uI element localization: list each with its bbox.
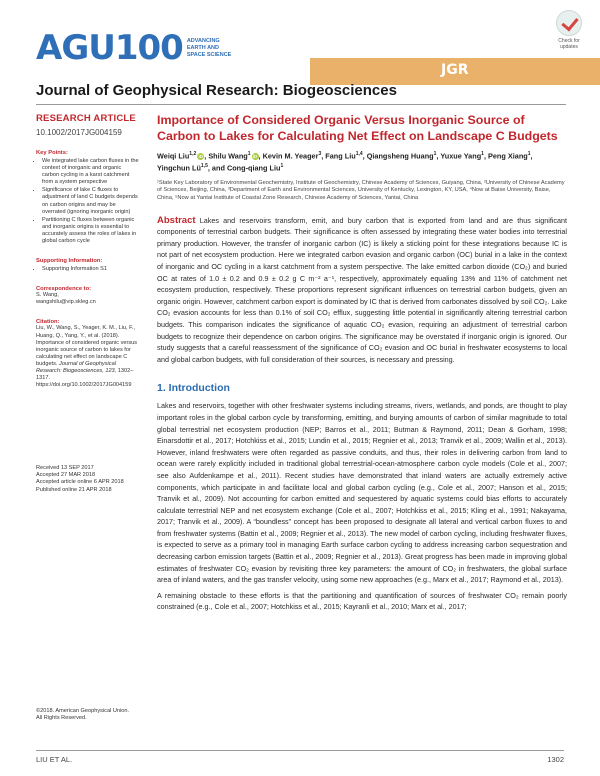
page-number: 1302 [547, 755, 564, 764]
author-affiliation-index: 1 [247, 151, 251, 157]
key-points [36, 158, 139, 245]
orcid-icon[interactable]: iD [252, 154, 258, 159]
agu100-logo [36, 30, 231, 66]
correspondence: S. Wang, wangshilu@vip.skleg.cn [36, 292, 139, 306]
abstract [157, 215, 567, 366]
author-name: Fang Liu [325, 151, 356, 161]
introduction-paragraph: Lakes and reservoirs, together with other freshwater systems including streams, rivers, wetlands, and ponds, are thought to play important roles in the global carbon cycle by transforming, emitting, and burying amounts of carbon of similar magnitude to total global terrestrial net ecosystem production (NEP; Barros et al., 2011; Butman & Raymond, 2011; Dean & Gorham, 1998; Einarsdottir et al., 2017; Hotchkiss et al., 2015; Lundin et al., 2015; Regnier et al., 2013; Tranvik et al., 2009; Wallin et al., 2013). However, inland freshwaters were often regarded as passive conduits, and thus, their roles in delivering carbon from land to ocean were rarely explicitly included in traditional global terrestrial-ocean-atmosphere carbon cycle models (Cole et al., 2007; see also Aufdenkampe et al., 2011). Recent studies have demonstrated that inland waters are actually extremely active components, which participate in and facilitate local and global carbon cycling (e.g., Cole et al., 2007; Hanson et al., 2015; Tranvik et al., 2009). Not accounting for carbon emitted and sequestered by aquatic systems could bias efforts to accurately calculate terrestrial NEP and net ecosystem exchange (Cole et al., 2007; Hotchkiss et al., 2015; Kling et al., 1991; Nakayama, 2017; Tranvik et al., 2009). A “boundless” concept has been proposed to designate all lateral and vertical carbon fluxes to and from freshwater systems (Battin et al., 2009; Regnier et al., 2013). The new model of carbon cycling, including freshwater fluxes, is expected to serve as a primary tool in managing Earth surface carbon cycling to address increasing carbon sequestration and decreasing carbon emission targets (Battin et al., 2009; Regnier et al., 2013). Great progress has been made in improving global estimates of freshwater CO₂ evasion by revisiting three key parameters: the amount of CO₂ in freshwaters, the global surface area of inland waters, and the gas transfer velocity, using some new approaches (e.g., Marx et al., 2017; Raymond et al., 2013). [157, 401, 567, 585]
author-affiliation-index: 1 [280, 163, 284, 170]
copyright: ©2018. American Geophysical Union. All Rights Reserved. [36, 708, 130, 721]
article-type: RESEARCH ARTICLE [36, 113, 136, 124]
article-body [157, 113, 567, 613]
author-name: Cong-qiang Liu [226, 163, 281, 173]
author-affiliation-index: 1 [527, 151, 531, 157]
supporting-info-link[interactable]: • Supporting Information S1 [42, 266, 139, 273]
key-point: • Partitioning C fluxes between organic and inorganic origins is essential to accurately assess the roles of lakes in global carbon cycle [42, 217, 139, 245]
author-affiliation-index: 1 [481, 151, 484, 157]
introduction-paragraph: A remaining obstacle to these efforts is that the partitioning and quantification of sources of freshwater CO₂ remain poorly constrained (e.g., Cole et al., 2007; Hotchkiss et al., 2015; Kayranli et al., 2010; Marx et al., 2017; [157, 590, 567, 612]
journal-name: Journal of Geophysical Research: Biogeosciences [36, 82, 397, 99]
running-author: LIU ET AL. [36, 755, 73, 764]
article-title: Importance of Considered Organic Versus Inorganic Source of Carbon to Lakes for Calculating Net Effect on Landscape C Budgets [157, 113, 558, 143]
citation-heading: Citation: [36, 319, 60, 326]
correspondence-email[interactable]: wangshilu@vip.skleg.cn [36, 299, 96, 306]
introduction-heading: 1. Introduction [157, 382, 230, 395]
supporting-info-heading: Supporting Information: [36, 258, 103, 265]
affiliations: ¹State Key Laboratory of Environmental Geochemistry, Institute of Geochemistry, Chinese Academy of Sciences, Guiyang, China, ²University of Chinese Academy of Sciences, Beijing, China, ³Department of Earth and Environmental Sciences, University of Kentucky, Lexington, KY, USA, ⁴Now at Baise University, Baise, China, ⁵Now at Yantai Institute of Coastal Zone Research, Chinese Academy of Sciences, Yantai, China [157, 179, 565, 202]
header-divider [36, 104, 566, 105]
article-dates: Received 13 SEP 2017 Accepted 27 MAR 2018 Accepted article online 6 APR 2018 Published online 21 APR 2018 [36, 465, 124, 493]
check-for-updates-button[interactable]: Check for updates [554, 10, 584, 54]
key-points-heading: Key Points: [36, 150, 68, 156]
key-point: • We integrated lake carbon fluxes in the context of inorganic and organic carbon cycling in a karst catchment from a system perspective [42, 158, 139, 186]
author-name: Shilu Wang [208, 151, 248, 161]
logo-mark: AGU100 [36, 28, 183, 68]
sidebar [36, 113, 139, 389]
logo-tagline: ADVANCING EARTH AND SPACE SCIENCE [186, 37, 232, 58]
correspondence-heading: Correspondence to: [36, 286, 92, 293]
author-affiliation-index: 1,5 [200, 163, 208, 170]
page-footer [36, 750, 564, 765]
citation-doi-link[interactable]: 1302–1317. https://doi.org/10.1002/2017JG004159 [36, 367, 134, 389]
orcid-icon[interactable]: iD [198, 154, 203, 159]
author-affiliation-index: 1 [433, 151, 437, 157]
author-list: Weiqi Liu$^{1,2}$ iD, Shilu Wang$^1$ iD, Kevin M. Yeager$^3$, Fang Liu$^{1,4}$, Qiangsheng Huang$^1$, Yuxue Yang$^1$, Peng Xiang$^1$, Yingchun Lü$^{1,5}$, and Cong-qiang Liu$^1$ [157, 151, 533, 173]
author-name: Weiqi Liu [157, 151, 190, 161]
author-affiliation-index: 1,4 [355, 151, 363, 157]
author-name: Peng Xiang [488, 151, 528, 161]
author-name: Yingchun Lü [157, 163, 201, 173]
jgr-banner [310, 58, 600, 85]
abstract-heading: Abstract [157, 214, 196, 226]
check-updates-icon [556, 10, 582, 36]
author-name: Kevin M. Yeager [262, 151, 319, 161]
author-affiliation-index: 3 [318, 151, 322, 157]
doi-link[interactable]: 10.1002/2017JG004159 [36, 128, 122, 137]
key-point: • Significance of lake C fluxes to adjustment of land C budgets depends on carbon origins and may be overrated (ignoring inorganic origin) [42, 187, 139, 215]
citation: Liu, W., Wang, S., Yeager, K. M., Liu, F., Huang, Q., Yang, Y., et al. (2018). Importance of considered organic versus inorganic source of carbon to lakes for calculating net effect on landscape C budgets. Journal of Geophysical Research: Biogeosciences, 123, 1302–1317. https://doi.org/10.1002/2017JG004159 [36, 325, 138, 389]
author-name: Qiangsheng Huang [366, 151, 434, 161]
abstract-text: Lakes and reservoirs transform, emit, and bury carbon that is exported from land and are thus significant components of terrestrial carbon budgets. Their significance is often assessed by integrating these water bodies into terrestrial primary production. However, the transfer of inorganic carbon (IC) is likely a sticking point for these integrations because IC is not part of net ecosystem production. Here we integrated carbon evasion and organic carbon (OC) burial in a lake in the context of inorganic and OC cycling in a karst catchment from a system perspective. The lake emitted carbon dioxide (CO₂) and buried OC at rates of 1.0 ± 0.2 and 0.9 ± 0.2 g C m⁻² a⁻¹, respectively, approximately equaling 13% and 11% of catchment net ecosystem production, respectively. These proportions represent significant influences on terrestrial carbon budgets, given an organic origin. However, catchment carbon export is dominated by IC that is derived from carbonates dissolved by soil CO₂. Lake CO₂ evasion accounts for less than 0.1% of soil CO₂ efflux, suggesting little potential in significantly altering terrestrial carbon budgets. This comparison indicates the significance of aquatic CO₂ evasion, requiring an adjustment of terrestrial carbon budgets to recognize their dependence on carbon origins. The significance may be overstated if inorganic origin is ignored. Our study suggests that a careful reassessment of the significance of CO₂ evasion and OC burial in freshwater ecosystems to local and global carbon budgets, with full consideration of their sources, is necessary and pressing. [157, 215, 568, 364]
author-affiliation-index: 1,2 [189, 151, 197, 157]
author-name: Yuxue Yang [440, 151, 482, 161]
jgr-label: JGR [441, 62, 469, 78]
